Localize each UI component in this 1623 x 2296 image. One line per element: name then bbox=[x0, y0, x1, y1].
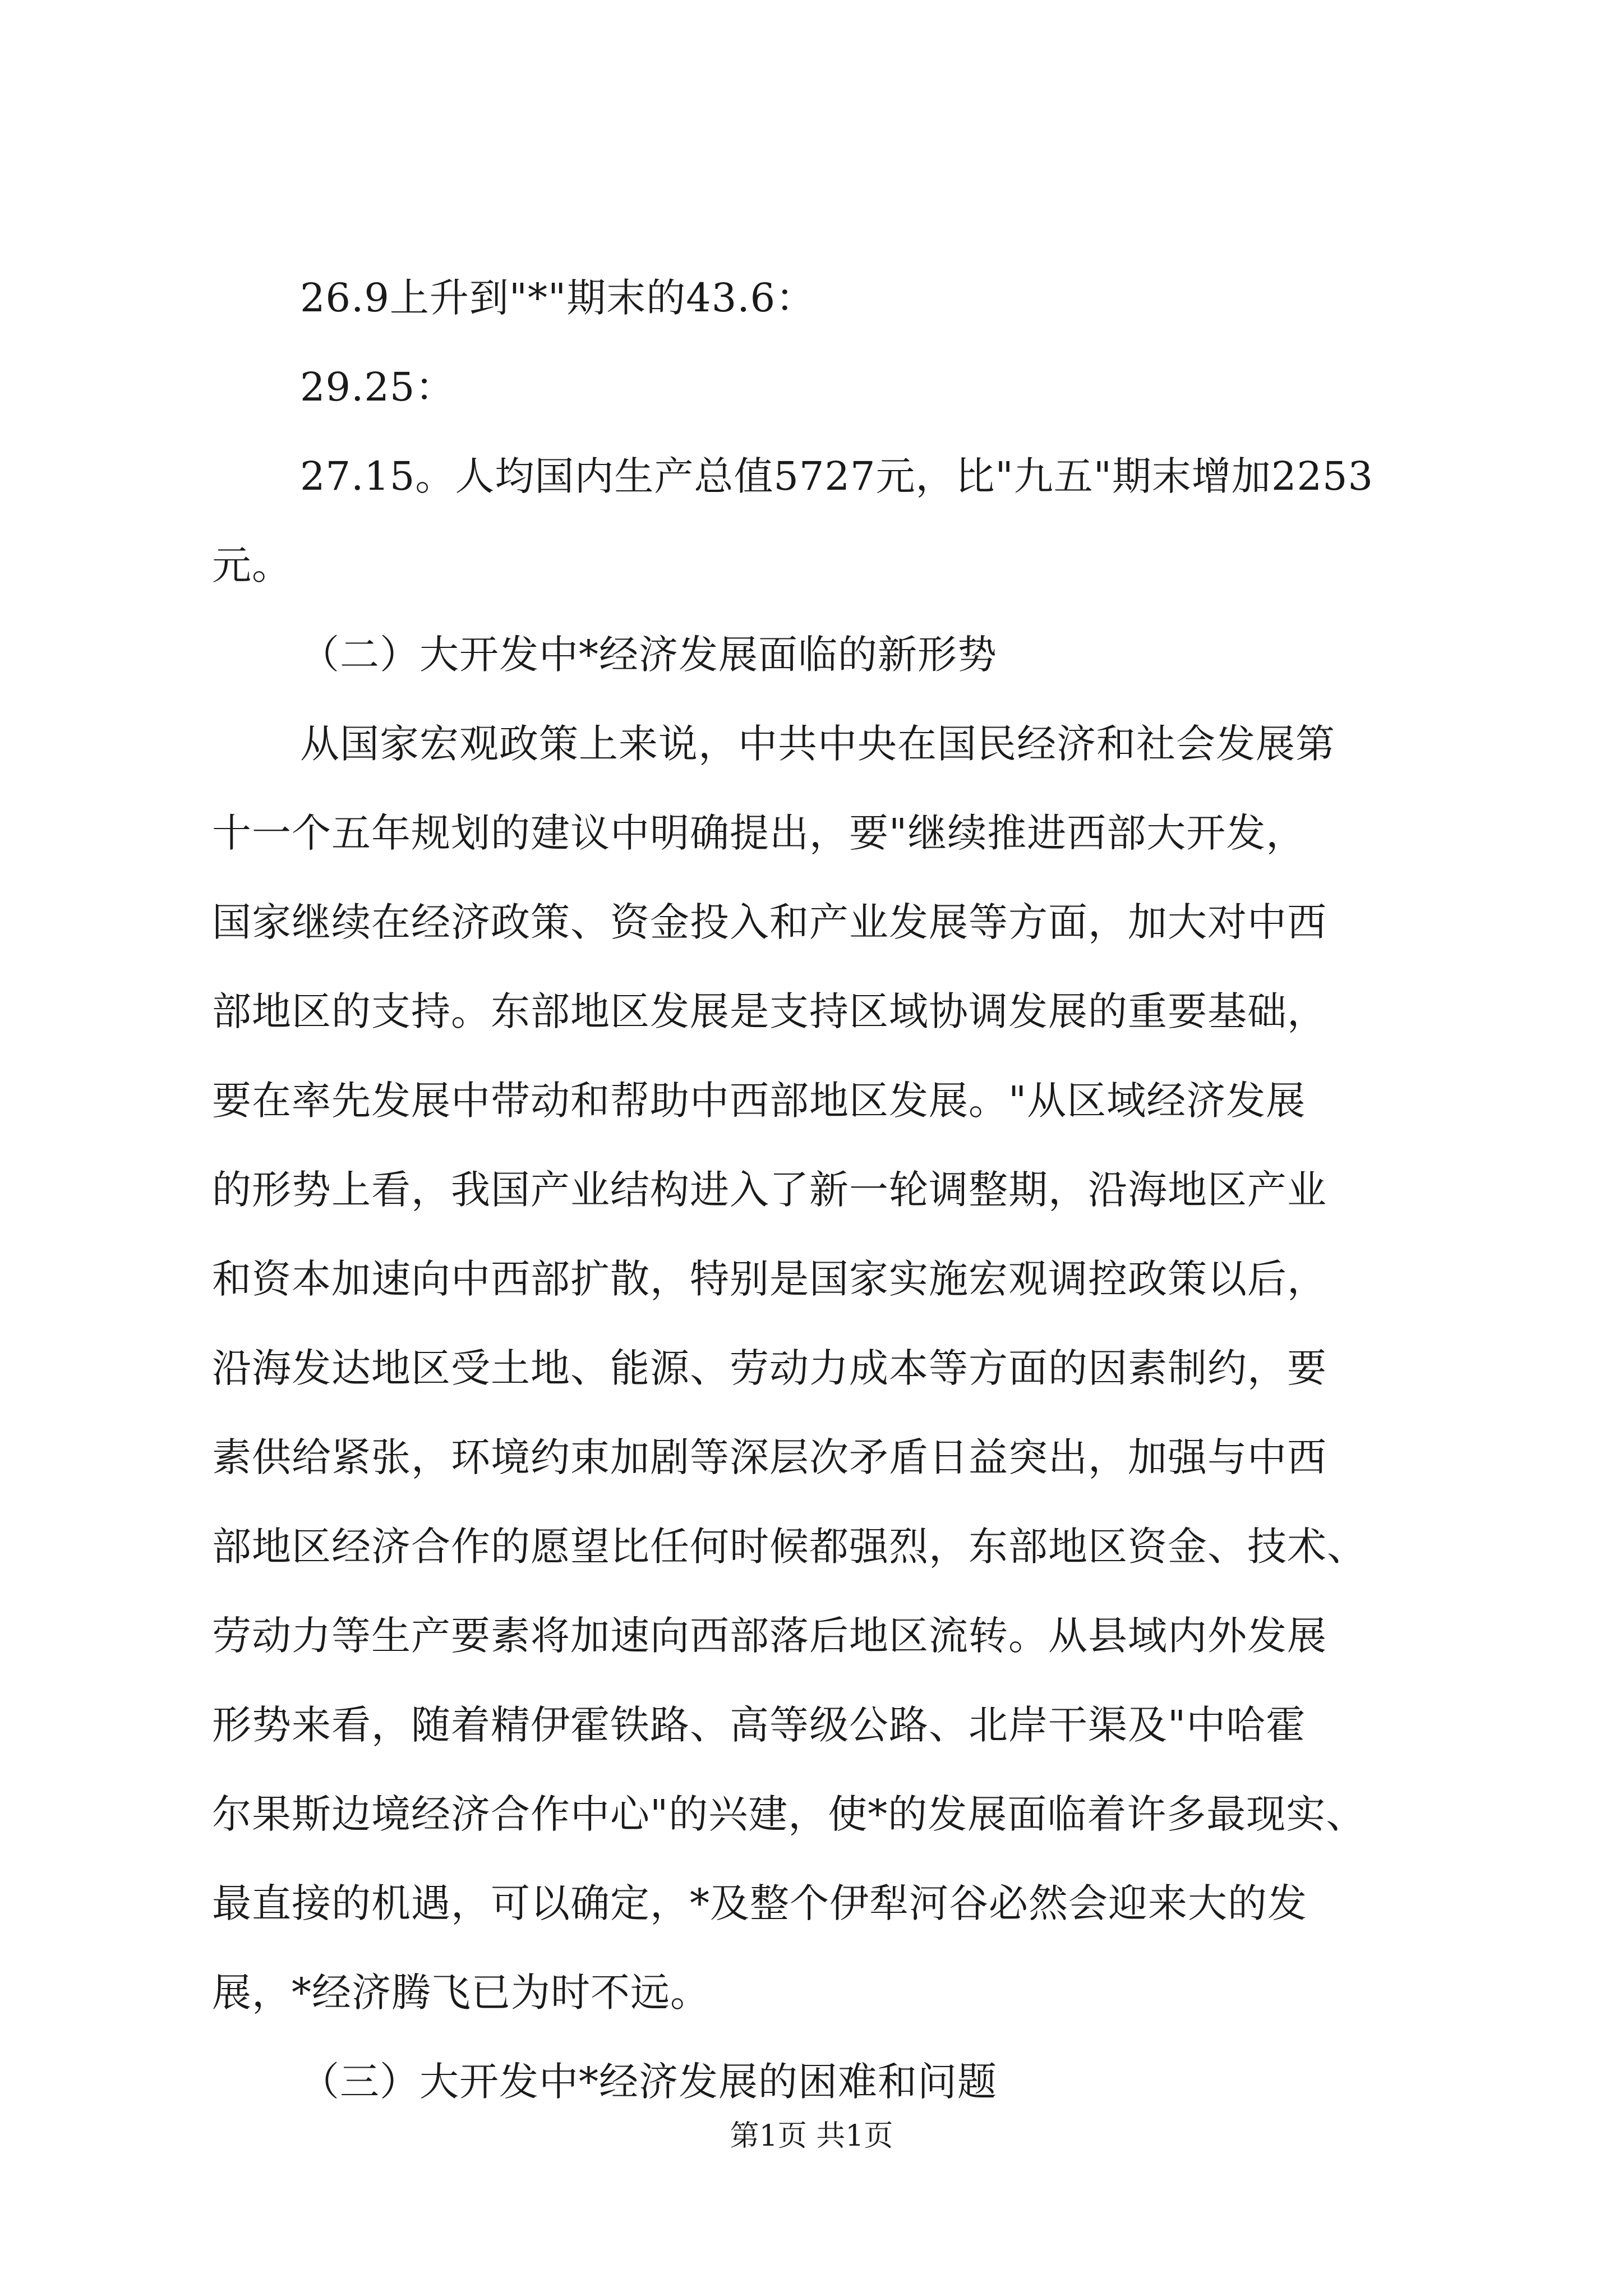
text-line: 29.25： bbox=[300, 364, 455, 410]
text-line: 尔果斯边境经济合作中心"的兴建，使*的发展面临着许多最现实、 bbox=[212, 1791, 1366, 1837]
section-heading: （二）大开发中*经济发展面临的新形势 bbox=[300, 632, 997, 678]
text-line: 元。 bbox=[212, 542, 292, 588]
text-line: 十一个五年规划的建议中明确提出，要"继续推进西部大开发， bbox=[212, 810, 1306, 856]
text-line: 沿海发达地区受土地、能源、劳动力成本等方面的因素制约，要 bbox=[212, 1345, 1327, 1391]
text-line: 部地区的支持。东部地区发展是支持区域协调发展的重要基础， bbox=[212, 988, 1327, 1034]
text-line: 国家继续在经济政策、资金投入和产业发展等方面，加大对中西 bbox=[212, 899, 1327, 945]
text-line: 从国家宏观政策上来说，中共中央在国民经济和社会发展第 bbox=[300, 721, 1335, 767]
footer-page-number: 第1页 共1页 bbox=[730, 2119, 893, 2153]
text-line: 最直接的机遇，可以确定，*及整个伊犁河谷必然会迎来大的发 bbox=[212, 1880, 1307, 1926]
section-heading: （三）大开发中*经济发展的困难和问题 bbox=[300, 2059, 997, 2105]
text-line: 展，*经济腾飞已为时不远。 bbox=[212, 1970, 710, 2016]
text-line: 的形势上看，我国产业结构进入了新一轮调整期，沿海地区产业 bbox=[212, 1167, 1327, 1213]
text-line: 素供给紧张，环境约束加剧等深层次矛盾日益突出，加强与中西 bbox=[212, 1434, 1327, 1480]
text-line: 部地区经济合作的愿望比任何时候都强烈，东部地区资金、技术、 bbox=[212, 1524, 1367, 1570]
text-line: 26.9上升到"*"期末的43.6： bbox=[300, 275, 816, 321]
text-line: 和资本加速向中西部扩散，特别是国家实施宏观调控政策以后， bbox=[212, 1256, 1327, 1302]
text-line: 27.15。人均国内生产总值5727元，比"九五"期末增加2253 bbox=[300, 453, 1374, 499]
text-line: 形势来看，随着精伊霍铁路、高等级公路、北岸干渠及"中哈霍 bbox=[212, 1702, 1306, 1748]
text-line: 劳动力等生产要素将加速向西部落后地区流转。从县域内外发展 bbox=[212, 1613, 1327, 1659]
text-line: 要在率先发展中带动和帮助中西部地区发展。"从区域经济发展 bbox=[212, 1078, 1306, 1124]
